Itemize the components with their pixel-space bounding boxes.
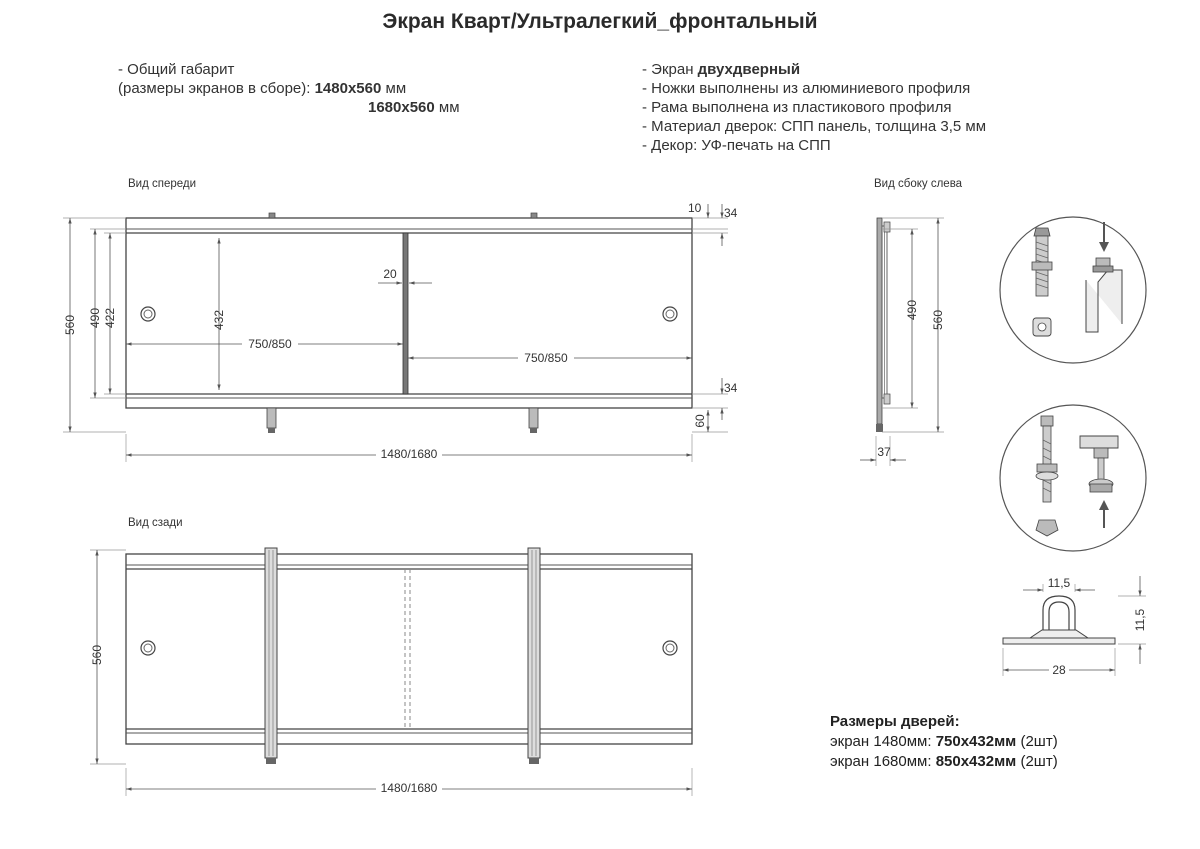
bracket-height-label: 11,5 (1133, 608, 1147, 632)
side-dim-490-label: 490 (905, 299, 919, 321)
front-leg-left (267, 408, 276, 428)
side-view-label: Вид сбоку слева (874, 178, 963, 190)
door-size-row-1480: экран 1480мм: 750x432мм (2шт) (830, 733, 1058, 750)
spec-overall-row2: 1680x560 мм (368, 99, 460, 116)
door-sizes (830, 712, 1058, 772)
back-frame (126, 554, 692, 744)
arrow-up-icon (1099, 500, 1109, 510)
spec-decor: - Декор: УФ-печать на СПП (642, 137, 831, 154)
leg-detail-bottom (1000, 405, 1146, 551)
bracket-width-label: 11,5 (1047, 576, 1071, 590)
door-size-row-1680: экран 1680мм: 850x432мм (2шт) (830, 753, 1058, 770)
bracket-base (1003, 638, 1115, 644)
leg-detail-top (1000, 217, 1146, 363)
back-view (90, 548, 692, 796)
dim-top-34-label: 34 (724, 206, 738, 220)
page-title: Экран Кварт/Ультралегкий_фронтальный (382, 10, 818, 33)
front-view (63, 201, 738, 462)
dim-422-label: 422 (103, 307, 117, 329)
side-depth-37-label: 37 (877, 445, 891, 459)
side-view (860, 218, 945, 466)
front-frame (126, 218, 692, 408)
back-left-handle (141, 641, 155, 655)
back-total-width-label: 1480/1680 (380, 781, 438, 795)
side-profile (877, 218, 882, 424)
right-door-handle (663, 307, 677, 321)
left-door-handle (141, 307, 155, 321)
door-sizes-heading: Размеры дверей: (830, 713, 960, 730)
dim-bottom-34-label: 34 (724, 381, 738, 395)
bracket-base-label: 28 (1052, 663, 1066, 677)
front-total-width-label: 1480/1680 (380, 447, 438, 461)
dim-490-label: 490 (88, 307, 102, 329)
door-divider (403, 233, 408, 394)
door-left-width-label: 750/850 (248, 337, 292, 351)
front-leg-right (529, 408, 538, 428)
back-leg-left (265, 548, 277, 758)
side-dim-560-label: 560 (931, 309, 945, 331)
front-view-label: Вид спереди (128, 178, 197, 190)
dim-432-label: 432 (212, 309, 226, 331)
bracket-detail (1003, 576, 1147, 677)
dim-560-label: 560 (63, 314, 77, 336)
back-leg-right (528, 548, 540, 758)
dim-60-label: 60 (693, 414, 707, 428)
spec-frame: - Рама выполнена из пластикового профиля (642, 99, 952, 116)
back-dim-560-label: 560 (90, 644, 104, 666)
spec-overall-label: - Общий габарит (118, 61, 235, 78)
door-right-width-label: 750/850 (524, 351, 568, 365)
dim-20-label: 20 (383, 267, 397, 281)
back-right-handle (663, 641, 677, 655)
spec-legs: - Ножки выполнены из алюминиевого профиля (642, 80, 971, 97)
arrow-down-icon (1099, 242, 1109, 252)
spec-overall-row1: (размеры экранов в сборе): 1480x560 мм (118, 80, 407, 97)
spec-door-material: - Материал дверок: СПП панель, толщина 3,5 мм (642, 118, 987, 135)
spec-door-type: - Экран двухдверный (642, 61, 801, 78)
dim-10-label: 10 (688, 201, 702, 215)
back-view-label: Вид сзади (128, 517, 183, 529)
